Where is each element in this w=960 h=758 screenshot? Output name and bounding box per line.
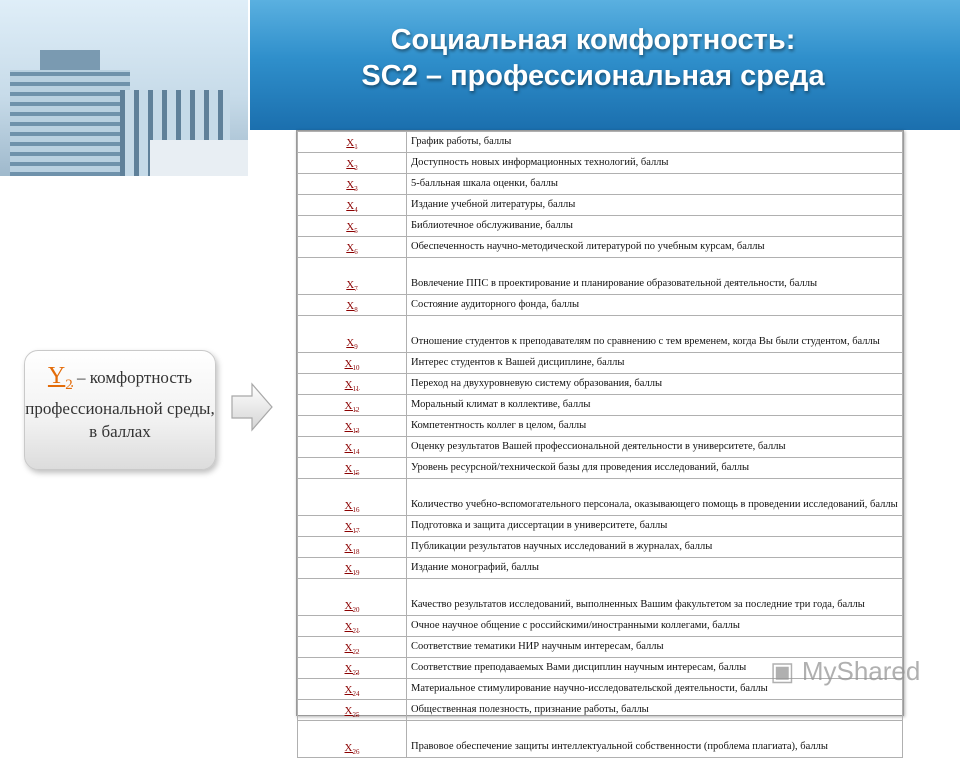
table-row [298,516,903,537]
factor-letter: X [344,641,353,654]
factor-description: Правовое обеспечение защиты интеллектуальной собственности (проблема плагиата), баллы [407,721,903,758]
factor-index: 22 [352,648,360,656]
factor-code [298,195,407,216]
building-photo [0,0,250,176]
factor-code [298,153,407,174]
factor-letter: X [344,541,353,554]
table-row [298,558,903,579]
table-row [298,353,903,374]
factor-index: 25 [352,711,360,719]
factor-letter: X [344,683,353,696]
factor-code [298,295,407,316]
factor-description: Состояние аудиторного фонда, баллы [407,295,903,316]
factor-description: Интерес студентов к Вашей дисциплине, баллы [407,353,903,374]
factor-letter: X [344,520,353,533]
factor-letter: X [344,662,353,675]
factor-description: Компетентность коллег в целом, баллы [407,416,903,437]
factor-code [298,132,407,153]
table-row [298,316,903,353]
factor-code [298,237,407,258]
table-row [298,374,903,395]
variable-subscript: 2 [65,376,73,393]
table-row [298,721,903,758]
factor-description: Моральный климат в коллективе, баллы [407,395,903,416]
variable-symbol [47,363,73,393]
factor-letter: X [344,462,353,475]
factor-code [298,700,407,721]
factor-letter: X [346,220,355,233]
factor-index: 26 [352,748,360,756]
factor-description: Общественная полезность, признание работы, баллы [407,700,903,721]
factor-description: Подготовка и защита диссертации в университете, баллы [407,516,903,537]
factor-letter: X [346,299,355,312]
factor-index: 7 [354,285,358,293]
factor-description: Переход на двухуровневую систему образования, баллы [407,374,903,395]
factor-index: 10 [352,364,360,372]
factor-code [298,616,407,637]
factor-index: 24 [352,690,360,698]
factor-index: 15 [352,469,360,477]
table-row [298,579,903,616]
factor-index: 11 [352,385,360,393]
factor-letter: X [344,499,353,512]
table-row [298,437,903,458]
callout-text: – комфортность профессиональной среды, в баллах [25,368,215,441]
factor-index: 8 [354,306,358,314]
factor-description: Количество учебно-вспомогательного персонала, оказывающего помощь в проведении исследований, баллы [407,479,903,516]
factor-index: 6 [354,248,358,256]
factor-index: 14 [352,448,360,456]
factor-description: Оценку результатов Вашей профессиональной деятельности в университете, баллы [407,437,903,458]
watermark [770,656,920,687]
factor-letter: X [346,278,355,291]
factor-letter: X [346,157,355,170]
factor-code [298,174,407,195]
factor-code [298,516,407,537]
factor-letter: X [344,741,353,754]
building-shape [10,70,130,176]
table-row [298,637,903,658]
factor-letter: X [344,378,353,391]
table-row [298,295,903,316]
table-row [298,616,903,637]
factor-index: 2 [354,164,358,172]
table-row [298,458,903,479]
factor-code [298,537,407,558]
factor-code [298,637,407,658]
factor-description: Вовлечение ППС в проектирование и планирование образовательной деятельности, баллы [407,258,903,295]
factor-description: Качество результатов исследований, выполненных Вашим факультетом за последние три года, баллы [407,579,903,616]
factor-code [298,721,407,758]
table-row [298,537,903,558]
factor-letter: X [344,441,353,454]
factor-letter: X [346,136,355,149]
factor-index: 1 [354,143,358,151]
factor-code [298,458,407,479]
factor-description: 5-балльная шкала оценки, баллы [407,174,903,195]
table-row [298,700,903,721]
factor-description: Доступность новых информационных технологий, баллы [407,153,903,174]
factor-description: Соответствие преподаваемых Вами дисциплин научным интересам, баллы [407,658,903,679]
factor-index: 23 [352,669,360,677]
factor-index: 12 [352,406,360,414]
variable-letter: Y [47,363,66,389]
factor-index: 9 [354,343,358,351]
factor-code [298,579,407,616]
factor-code [298,374,407,395]
factor-code [298,316,407,353]
factor-code [298,216,407,237]
factor-description: Библиотечное обслуживание, баллы [407,216,903,237]
factor-code [298,353,407,374]
factor-code [298,658,407,679]
factor-index: 18 [352,548,360,556]
factor-index: 19 [352,569,360,577]
factor-index: 13 [352,427,360,435]
building-shape [150,140,248,176]
factor-index: 21 [352,627,360,635]
factor-letter: X [344,399,353,412]
table-row [298,174,903,195]
factor-letter: X [344,620,353,633]
table-row [298,132,903,153]
table-row [298,395,903,416]
factor-index: 5 [354,227,358,235]
factor-letter: X [344,599,353,612]
factor-description: Отношение студентов к преподавателям по сравнению с тем временем, когда Вы были студентом, баллы [407,316,903,353]
factor-description: Очное научное общение с российскими/иностранными коллегами, баллы [407,616,903,637]
factor-letter: X [344,420,353,433]
factor-letter: X [346,241,355,254]
factor-code [298,558,407,579]
factor-index: 16 [352,506,360,514]
title-line-2: SC2 – профессиональная среда [361,60,825,92]
factor-description: Уровень ресурсной/технической базы для проведения исследований, баллы [407,458,903,479]
title-line-1: Социальная комфортность: [390,24,796,56]
factor-description: Материальное стимулирование научно-исследовательской деятельности, баллы [407,679,903,700]
watermark-icon: ▣ [770,656,795,686]
right-arrow-icon [230,382,274,432]
factor-index: 20 [352,606,360,614]
table-row [298,258,903,295]
factor-code [298,416,407,437]
factor-code [298,679,407,700]
factor-description: Издание монографий, баллы [407,558,903,579]
factor-code [298,395,407,416]
factor-letter: X [346,336,355,349]
factor-letter: X [344,357,353,370]
factor-letter: X [344,562,353,575]
factors-table-container [296,130,904,756]
factor-code [298,437,407,458]
variable-callout [24,350,216,470]
factor-description: Соответствие тематики НИР научным интересам, баллы [407,637,903,658]
table-row [298,195,903,216]
table-row [298,237,903,258]
factor-code [298,258,407,295]
factor-code [298,479,407,516]
factor-letter: X [346,178,355,191]
watermark-text: MyShared [801,656,921,686]
factor-index: 4 [354,206,358,214]
factor-description: Издание учебной литературы, баллы [407,195,903,216]
table-row [298,416,903,437]
table-row [298,479,903,516]
table-row [298,153,903,174]
table-row [298,216,903,237]
factor-description: График работы, баллы [407,132,903,153]
factor-description: Обеспеченность научно-методической литературой по учебным курсам, баллы [407,237,903,258]
slide-title [248,22,938,94]
factor-letter: X [346,199,355,212]
factor-description: Публикации результатов научных исследований в журналах, баллы [407,537,903,558]
factor-letter: X [344,704,353,717]
factor-index: 3 [354,185,358,193]
factor-index: 17 [352,527,360,535]
